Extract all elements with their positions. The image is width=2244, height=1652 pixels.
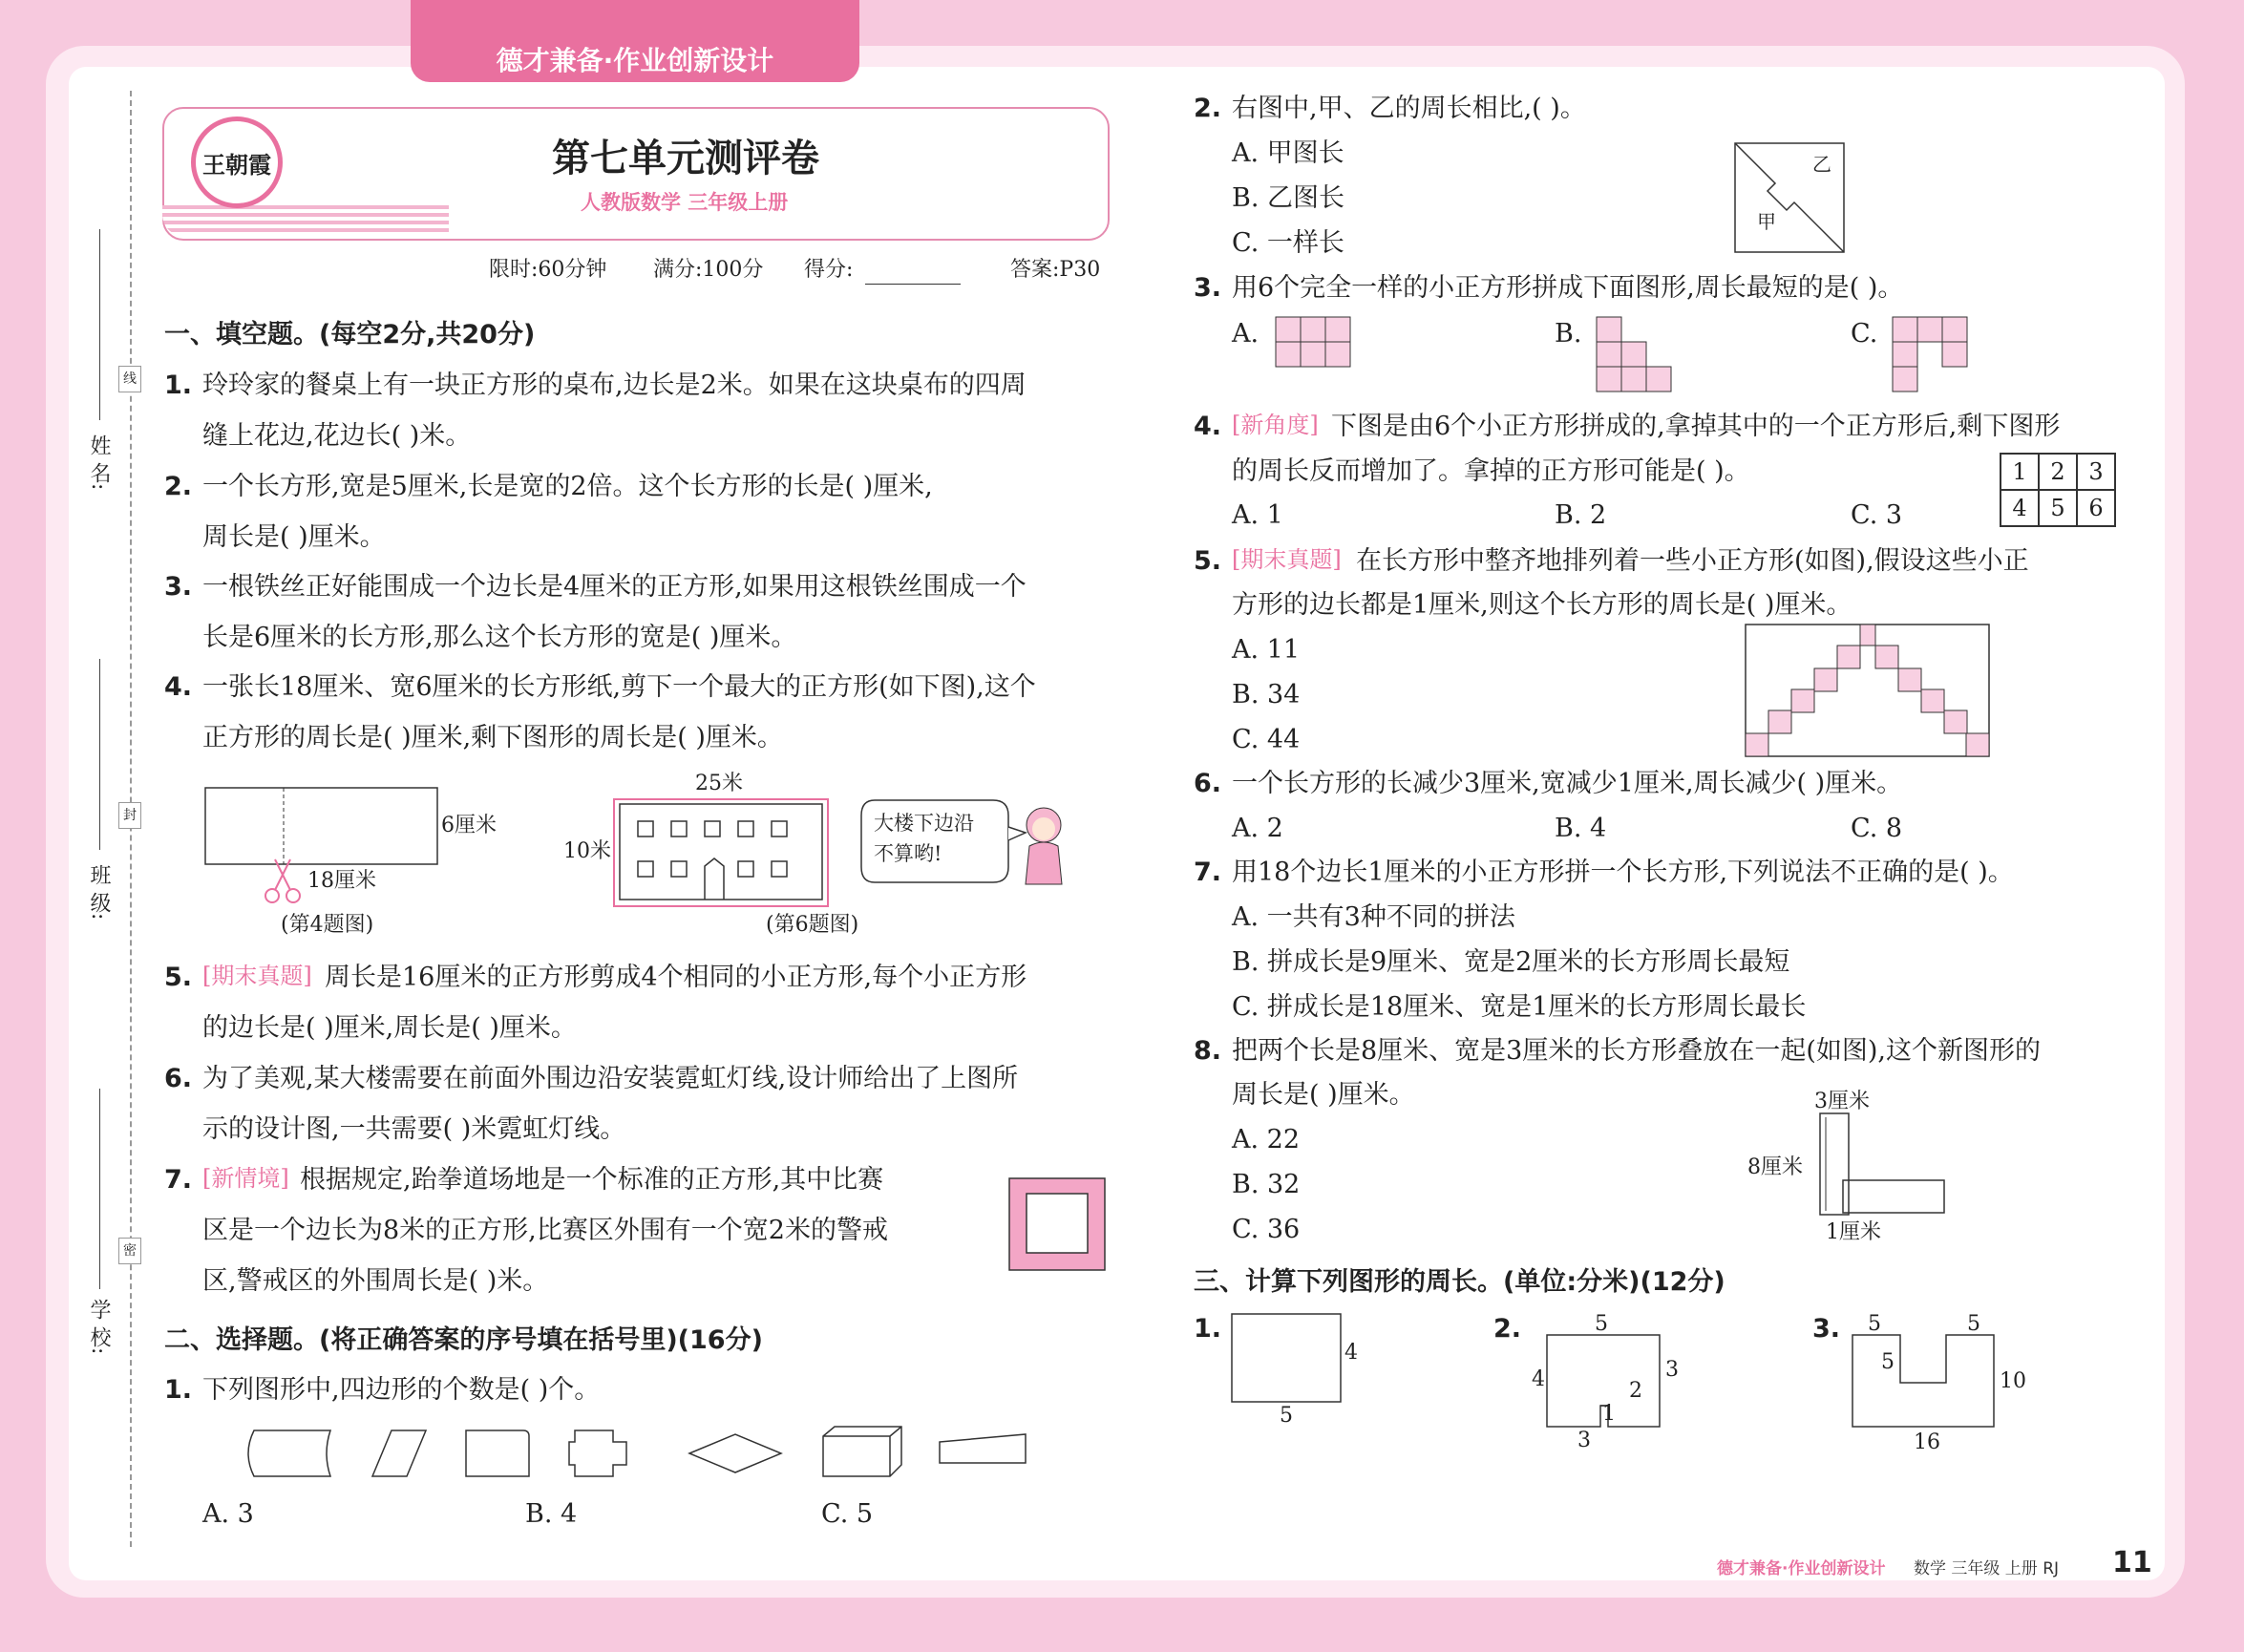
s3f1-w: 5 <box>1280 1404 1293 1428</box>
fig6-width-label: 25米 <box>695 772 743 795</box>
q2-number: 2. <box>164 472 193 501</box>
q7-line1: 根据规定,跆拳道场地是一个标准的正方形,其中比赛 <box>300 1165 884 1195</box>
s2q3-text: 用6个完全一样的小正方形拼成下面图形,周长最短的是( )。 <box>1232 273 1904 303</box>
q3-number: 3. <box>164 572 193 602</box>
section3-title: 三、计算下列图形的周长。(单位:分米)(12分) <box>1194 1267 1725 1297</box>
q7-number: 7. <box>164 1165 193 1195</box>
figure-s2q3-a <box>1274 315 1354 372</box>
q2-line1: 一个长方形,宽是5厘米,长是宽的2倍。这个长方形的长是( )厘米, <box>202 472 933 501</box>
school-label: 学 校: <box>87 1299 111 1355</box>
s2q8-line1: 把两个长是8厘米、宽是3厘米的长方形叠放在一起(如图),这个新图形的 <box>1232 1036 2042 1066</box>
s2q4-number: 4. <box>1194 412 1222 441</box>
s2q2-option-b[interactable]: B. 乙图长 <box>1232 183 1345 213</box>
s2q2-text: 右图中,甲、乙的周长相比,( )。 <box>1232 94 1586 123</box>
s2q5-number: 5. <box>1194 546 1222 576</box>
figure-s2q1-shapes <box>239 1421 1031 1482</box>
figure-s2q3-c <box>1891 315 1971 397</box>
q1-line2: 缝上花边,花边长( )米。 <box>202 421 472 451</box>
page-subtitle: 人教版数学 三年级上册 <box>581 191 789 214</box>
s3f3-top-right: 5 <box>1967 1312 1980 1336</box>
s2q8-number: 8. <box>1194 1036 1222 1066</box>
s2q1-text: 下列图形中,四边形的个数是( )个。 <box>202 1375 601 1405</box>
footer-brand: 德才兼备·作业创新设计 <box>1717 1559 1886 1578</box>
s2q5-line2: 方形的边长都是1厘米,则这个长方形的周长是( )厘米。 <box>1232 590 1852 620</box>
header-stripes <box>162 205 449 236</box>
figure-s3-3 <box>1851 1333 1996 1429</box>
s2q6-option-b[interactable]: B. 4 <box>1555 814 1607 843</box>
s3f3-right: 10 <box>2000 1369 2026 1393</box>
s2q7-option-c[interactable]: C. 拼成长是18厘米、宽是1厘米的长方形周长最长 <box>1232 992 1807 1022</box>
q4-number: 4. <box>164 672 193 702</box>
binding-mark-secret: 密 <box>118 1238 141 1264</box>
s2q6-text: 一个长方形的长减少3厘米,宽减少1厘米,周长减少( )厘米。 <box>1232 769 1903 798</box>
s2q6-option-a[interactable]: A. 2 <box>1232 814 1283 843</box>
s3f2-inner: 1 <box>1602 1402 1616 1426</box>
s2q2-number: 2. <box>1194 94 1222 123</box>
series-banner: 德才兼备·作业创新设计 <box>411 0 859 82</box>
full-score: 满分:100分 <box>653 258 764 282</box>
s3f3-top-left: 5 <box>1868 1312 1881 1336</box>
s2q4-line2: 的周长反而增加了。拿掉的正方形可能是( )。 <box>1232 456 1750 486</box>
s2q7-text: 用18个边长1厘米的小正方形拼一个长方形,下列说法不正确的是( )。 <box>1232 858 2014 887</box>
s2q5-tag: [期末真题] <box>1232 546 1342 573</box>
time-limit: 限时:60分钟 <box>489 258 607 282</box>
bubble-line1: 大楼下边沿 <box>874 812 974 835</box>
figure-q6-building <box>611 797 831 907</box>
s2q5-option-a[interactable]: A. 11 <box>1232 635 1301 665</box>
s2q8-line2: 周长是( )厘米。 <box>1232 1080 1415 1110</box>
s2q1-number: 1. <box>164 1375 193 1405</box>
s2q8-option-c[interactable]: C. 36 <box>1232 1215 1301 1244</box>
s2q3-option-c[interactable]: C. <box>1851 319 1878 349</box>
bubble-line2: 不算哟! <box>874 842 942 865</box>
girl-mascot-icon <box>1026 808 1062 884</box>
scissors-icon <box>265 859 300 902</box>
s2q1-option-a[interactable]: A. 3 <box>202 1499 254 1529</box>
grid-cell: 6 <box>2077 490 2115 526</box>
grid-cell: 3 <box>2077 454 2115 490</box>
s2q2-jia-label: 甲 <box>1757 210 1776 233</box>
logo-text: 王朝霞 <box>202 150 271 179</box>
fig4-height-label: 6厘米 <box>441 814 497 837</box>
s3f2-left: 4 <box>1532 1367 1545 1391</box>
grid-cell: 4 <box>2001 490 2039 526</box>
q4-line1: 一张长18厘米、宽6厘米的长方形纸,剪下一个最大的正方形(如下图),这个 <box>202 672 1036 702</box>
s3f2-bottom: 3 <box>1577 1429 1591 1452</box>
s3f2-number: 2. <box>1493 1314 1522 1344</box>
s2q4-line1: 下图是由6个小正方形拼成的,拿掉其中的一个正方形后,剩下图形 <box>1331 412 2061 441</box>
s2q3-number: 3. <box>1194 273 1222 303</box>
s2q1-option-c[interactable]: C. 5 <box>821 1499 874 1529</box>
s2q8-option-a[interactable]: A. 22 <box>1232 1125 1301 1154</box>
fig6-height-label: 10米 <box>563 839 611 863</box>
q5-tag: [期末真题] <box>202 963 312 989</box>
s3f2-step: 2 <box>1629 1379 1642 1403</box>
class-label: 班 级: <box>87 864 111 921</box>
s2q7-option-b[interactable]: B. 拼成长是9厘米、宽是2厘米的长方形周长最短 <box>1232 947 1790 977</box>
q3-line2: 长是6厘米的长方形,那么这个长方形的宽是( )厘米。 <box>202 623 797 652</box>
q1-line1: 玲玲家的餐桌上有一块正方形的桌布,边长是2米。如果在这块桌布的四周 <box>202 371 1027 400</box>
s2q5-line1: 在长方形中整齐地排列着一些小正方形(如图),假设这些小正 <box>1356 546 2029 576</box>
grid-cell: 2 <box>2039 454 2077 490</box>
answer-ref: 答案:P30 <box>1010 258 1101 282</box>
s2q4-option-c[interactable]: C. 3 <box>1851 500 1903 530</box>
q1-number: 1. <box>164 371 193 400</box>
grid-cell: 1 <box>2001 454 2039 490</box>
s3f1-number: 1. <box>1194 1314 1222 1344</box>
s2q8-option-b[interactable]: B. 32 <box>1232 1170 1301 1199</box>
q5-line2: 的边长是( )厘米,周长是( )厘米。 <box>202 1013 577 1043</box>
section1-title: 一、填空题。(每空2分,共20分) <box>164 320 536 349</box>
q6-number: 6. <box>164 1064 193 1093</box>
s2q8-label-top: 3厘米 <box>1814 1090 1870 1113</box>
s2q4-option-a[interactable]: A. 1 <box>1232 500 1283 530</box>
q5-line1: 周长是16厘米的正方形剪成4个相同的小正方形,每个小正方形 <box>325 963 1027 992</box>
s3f3-notch: 5 <box>1881 1350 1895 1374</box>
name-field[interactable] <box>99 229 100 420</box>
s2q8-label-bottom: 1厘米 <box>1826 1220 1881 1244</box>
q6-line1: 为了美观,某大楼需要在前面外围边沿安装霓虹灯线,设计师给出了上图所 <box>202 1064 1019 1093</box>
page-title: 第七单元测评卷 <box>552 137 819 180</box>
class-field[interactable] <box>99 659 100 850</box>
s2q3-option-a[interactable]: A. <box>1232 319 1260 349</box>
s2q2-option-a[interactable]: A. 甲图长 <box>1232 138 1344 168</box>
brand-logo <box>191 116 283 208</box>
s2q4-tag: [新角度] <box>1232 412 1319 438</box>
school-field[interactable] <box>99 1089 100 1289</box>
s2q4-option-b[interactable]: B. 2 <box>1555 500 1607 530</box>
q4-line2: 正方形的周长是( )厘米,剩下图形的周长是( )厘米。 <box>202 723 783 752</box>
s2q8-label-left: 8厘米 <box>1747 1155 1803 1179</box>
s2q6-number: 6. <box>1194 769 1222 798</box>
page-number: 11 <box>2112 1546 2152 1579</box>
grid-cell: 5 <box>2039 490 2077 526</box>
figure-s2q5-staircase <box>1744 623 1992 760</box>
s3f2-right: 3 <box>1665 1358 1679 1382</box>
s2q3-option-b[interactable]: B. <box>1555 319 1582 349</box>
s2q7-option-a[interactable]: A. 一共有3种不同的拼法 <box>1232 902 1515 932</box>
s3f2-top: 5 <box>1595 1312 1608 1336</box>
s3f3-number: 3. <box>1812 1314 1841 1344</box>
figure-q7-square <box>1007 1176 1107 1272</box>
binding-mark-seal: 封 <box>118 802 141 829</box>
binding-mark-line: 线 <box>118 366 141 392</box>
section2-title: 二、选择题。(将正确答案的序号填在括号里)(16分) <box>164 1325 763 1355</box>
fig4-width-label: 18厘米 <box>307 869 376 893</box>
s2q1-option-b[interactable]: B. 4 <box>525 1499 578 1529</box>
s2q2-yi-label: 乙 <box>1812 153 1831 176</box>
s2q6-option-c[interactable]: C. 8 <box>1851 814 1903 843</box>
figure-s3-1 <box>1230 1310 1344 1406</box>
q7-line2: 区是一个边长为8米的正方形,比赛区外围有一个宽2米的警戒 <box>202 1216 888 1245</box>
s2q7-number: 7. <box>1194 858 1222 887</box>
s3f3-bottom: 16 <box>1914 1430 1940 1454</box>
s2q5-option-c[interactable]: C. 44 <box>1232 725 1301 754</box>
fig4-caption: (第4题图) <box>281 913 374 937</box>
footer-info: 数学 三年级 上册 RJ <box>1914 1559 2060 1578</box>
score-label: 得分: <box>804 258 854 282</box>
q7-tag: [新情境] <box>202 1165 289 1192</box>
figure-s2q8 <box>1818 1108 1952 1222</box>
s2q4-grid <box>2000 453 2116 527</box>
q3-line1: 一根铁丝正好能围成一个边长是4厘米的正方形,如果用这根铁丝围成一个 <box>202 572 1027 602</box>
figure-s2q3-b <box>1595 315 1675 397</box>
q2-line2: 周长是( )厘米。 <box>202 522 386 552</box>
q5-number: 5. <box>164 963 193 992</box>
fig6-caption: (第6题图) <box>766 913 859 937</box>
name-label: 姓 名: <box>87 434 111 491</box>
q6-line2: 示的设计图,一共需要( )米霓虹灯线。 <box>202 1114 626 1144</box>
score-field[interactable] <box>865 284 961 285</box>
s2q5-option-b[interactable]: B. 34 <box>1232 680 1301 710</box>
s2q2-option-c[interactable]: C. 一样长 <box>1232 228 1344 258</box>
q7-line3: 区,警戒区的外围周长是( )米。 <box>202 1266 549 1296</box>
s3f1-h: 4 <box>1344 1341 1358 1365</box>
